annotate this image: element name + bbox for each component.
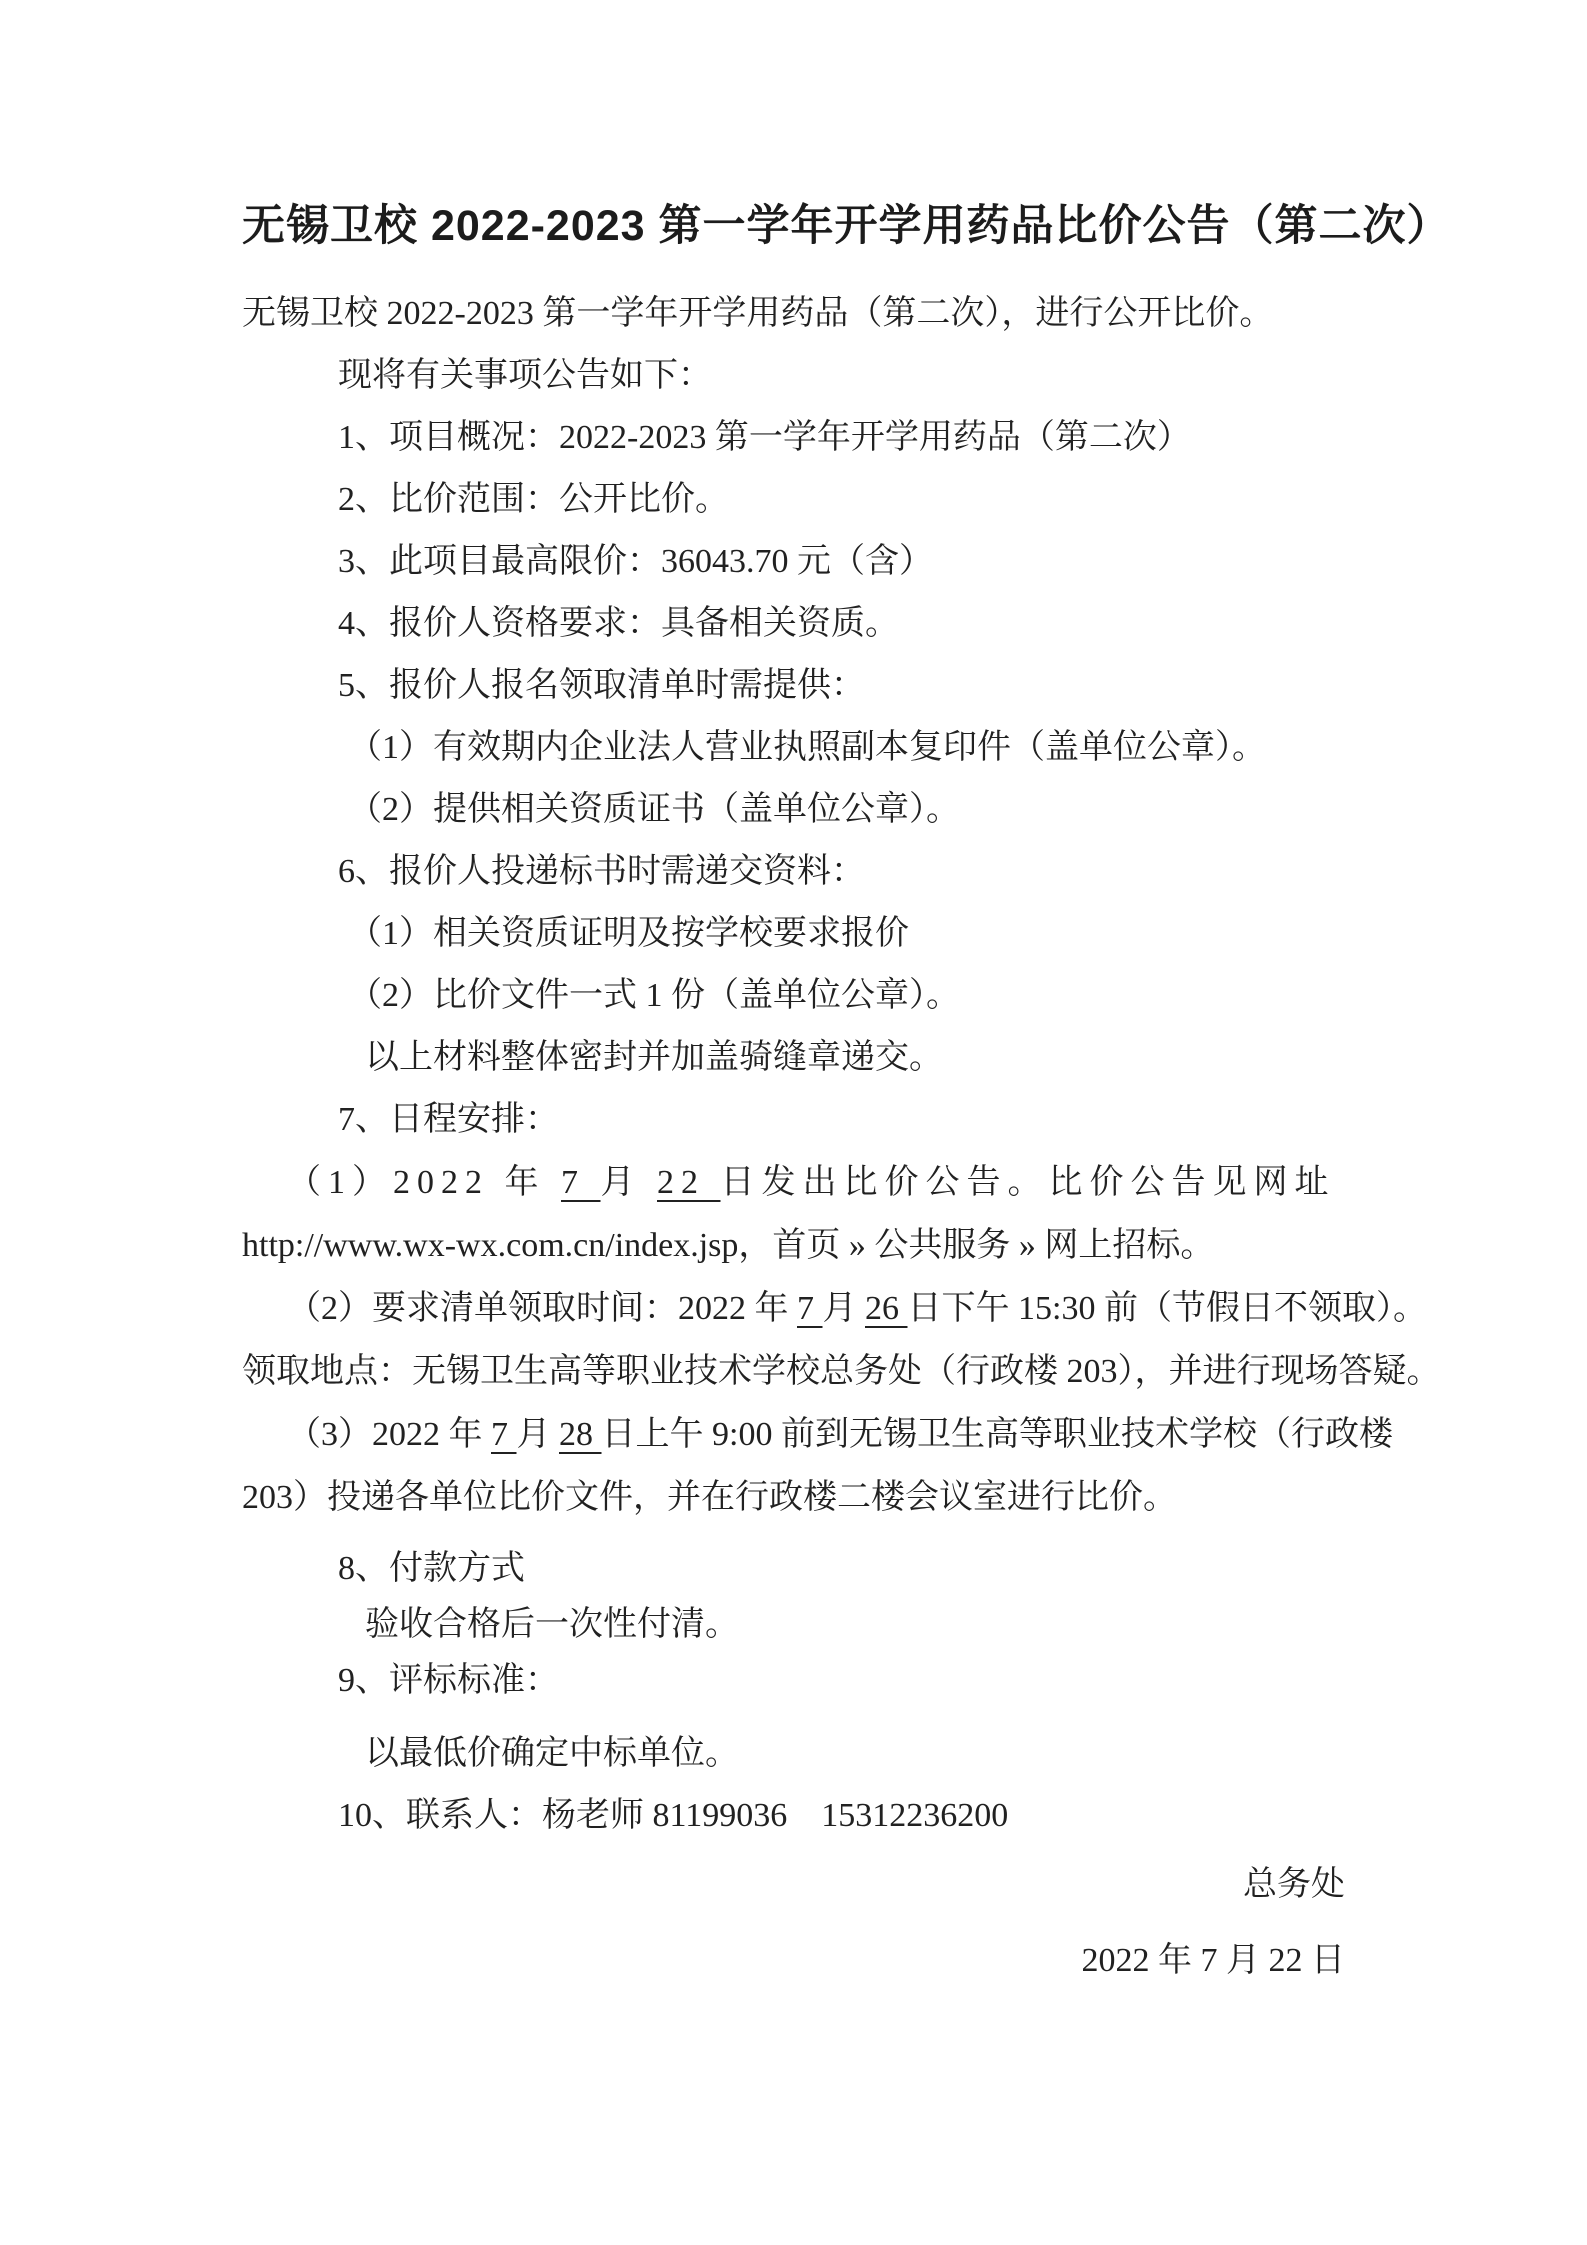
intro-paragraph: 无锡卫校 2022-2023 第一学年开学用药品（第二次），进行公开比价。 [242,295,1274,332]
signature-department: 总务处 [1243,1866,1345,1903]
schedule-sub-1-text-c: 日发出比价公告。比价公告见网址 [720,1164,1336,1201]
item-5-registration: 5、报价人报名领取清单时需提供： [338,667,865,704]
schedule-sub-3-text-c: 日上午 9:00 前到无锡卫生高等职业技术学校（行政楼 [601,1416,1393,1453]
item-9-evaluation-detail: 以最低价确定中标单位。 [365,1735,739,1772]
item-4-qualification: 4、报价人资格要求：具备相关资质。 [338,605,899,642]
schedule-sub-2-text-b: 月 [822,1290,865,1327]
schedule-sub-3-day-underlined: 28 [559,1416,602,1453]
schedule-sub-3 [242,1403,1393,1466]
schedule-sub-2-month-underlined: 7 [797,1290,823,1327]
signature-date: 2022 年 7 月 22 日 [1081,1942,1345,1979]
item-1-project-overview: 1、项目概况：2022-2023 第一学年开学用药品（第二次） [338,419,1191,456]
schedule-sub-3-text-a: （3）2022 年 [287,1416,491,1453]
item-6-sub-2: （2）比价文件一式 1 份（盖单位公章）。 [348,977,960,1014]
schedule-sub-3-month-underlined: 7 [491,1416,517,1453]
document-content [242,0,1451,1999]
schedule-sub-1-text-a: （1）2022 年 [287,1164,561,1201]
item-8-payment: 8、付款方式 [338,1550,525,1587]
item-5-sub-1: （1）有效期内企业法人营业执照副本复印件（盖单位公章）。 [348,729,1266,766]
schedule-sub-2-text-c: 日下午 15:30 前（节假日不领取）。 [907,1290,1427,1327]
schedule-sub-1-month-underlined: 7 [561,1164,601,1201]
item-3-price-limit: 3、此项目最高限价：36043.70 元（含） [338,543,933,580]
item-10-contact: 10、联系人：杨老师 81199036 15312236200 [338,1797,1009,1834]
preamble: 现将有关事项公告如下： [338,357,712,394]
item-6-sealing-note: 以上材料整体密封并加盖骑缝章递交。 [365,1039,943,1076]
item-5-sub-2: （2）提供相关资质证书（盖单位公章）。 [348,791,960,828]
schedule-announcement-url: http://www.wx-wx.com.cn/index.jsp，首页 » 公共服务 » 网上招标。 [242,1227,1215,1264]
schedule-sub-1-text-b: 月 [600,1164,657,1201]
schedule-sub-1-day-underlined: 22 [657,1164,721,1201]
item-9-evaluation: 9、评标标准： [338,1662,559,1699]
schedule-sub-3-continuation: 203）投递各单位比价文件，并在行政楼二楼会议室进行比价。 [242,1479,1177,1516]
schedule-sub-3-text-b: 月 [516,1416,559,1453]
item-8-payment-detail: 验收合格后一次性付清。 [365,1606,739,1643]
schedule-sub-2-text-a: （2）要求清单领取时间：2022 年 [287,1290,797,1327]
item-2-scope: 2、比价范围：公开比价。 [338,481,729,518]
schedule-sub-2 [242,1277,1427,1340]
item-6-submission: 6、报价人投递标书时需递交资料： [338,853,865,890]
document-title: 无锡卫校 2022-2023 第一学年开学用药品比价公告（第二次） [242,202,1451,250]
schedule-pickup-location: 领取地点：无锡卫生高等职业技术学校总务处（行政楼 203），并进行现场答疑。 [242,1353,1441,1390]
item-6-sub-1: （1）相关资质证明及按学校要求报价 [348,915,909,952]
schedule-sub-1 [242,1151,1345,1214]
schedule-sub-2-day-underlined: 26 [865,1290,908,1327]
item-7-schedule: 7、日程安排： [338,1101,559,1138]
